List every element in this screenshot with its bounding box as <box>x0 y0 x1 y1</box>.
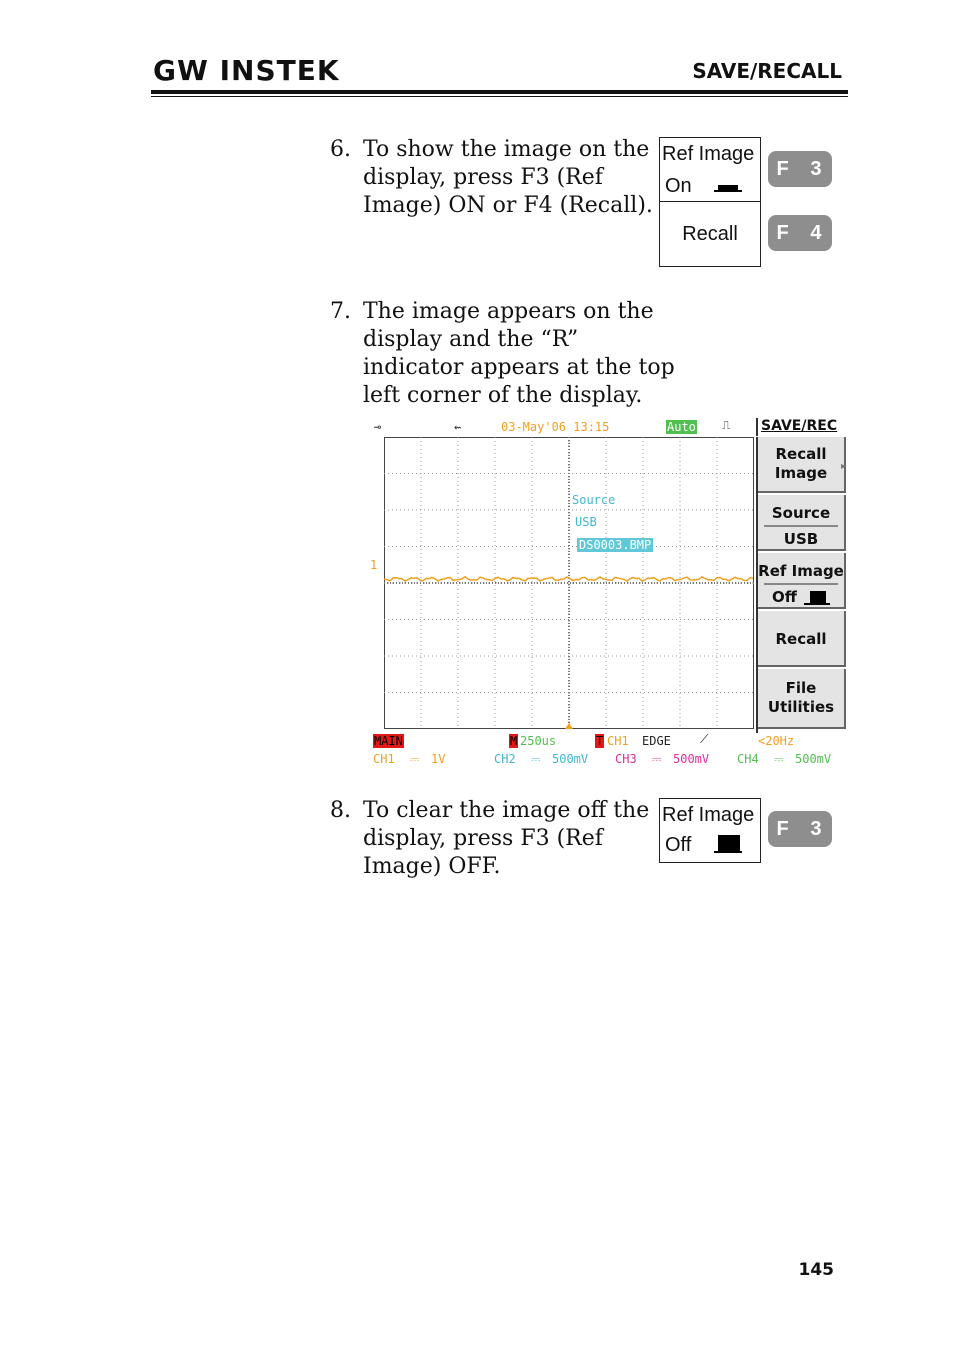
menu-label: Source <box>771 504 831 522</box>
gw-instek-logo: GW INSTEK <box>153 54 340 87</box>
header-rule-thin <box>151 96 848 97</box>
file-utilities-button[interactable] <box>758 669 846 729</box>
dc-icon: ⎓ <box>774 752 784 766</box>
menu-label: Utilities <box>767 698 835 716</box>
softkey-panel-on <box>659 137 761 267</box>
menu-value: Off <box>772 588 797 606</box>
step-text <box>363 298 675 410</box>
step-line: Image) OFF. <box>363 854 501 879</box>
section-title: SAVE/RECALL <box>692 59 842 83</box>
step-line: display, press F3 (Ref <box>363 826 603 851</box>
softkey-panel-off <box>659 798 761 863</box>
f3-key[interactable]: F 3 <box>768 151 832 187</box>
page-number: 145 <box>798 1260 834 1280</box>
main-label: MAIN <box>374 734 403 748</box>
ref-image-state: On <box>665 175 692 197</box>
step-line: To clear the image off the <box>363 798 650 823</box>
ch4-scale: 500mV <box>795 752 832 766</box>
dc-icon: ⎓ <box>531 752 541 766</box>
step-text <box>363 797 649 881</box>
ch2-label: CH2 <box>494 752 516 766</box>
dc-icon: ⎓ <box>652 752 662 766</box>
overlay-usb: USB <box>575 515 597 529</box>
menu-label: File <box>785 679 817 697</box>
recall-button[interactable]: Recall <box>758 611 846 667</box>
rising-edge-icon: ⟋ <box>700 732 709 746</box>
menu-value: USB <box>764 525 838 551</box>
usb-icon: ⇜ <box>454 420 462 434</box>
ch1-scale: 1V <box>431 752 446 766</box>
menu-label: Image <box>774 464 828 482</box>
menu-label: Ref Image <box>758 562 844 580</box>
header-rule-thick <box>151 90 848 94</box>
oscilloscope-screen <box>368 418 846 770</box>
m-badge: M <box>510 734 518 748</box>
step-line: display, press F3 (Ref <box>363 165 603 190</box>
ch3-scale: 500mV <box>673 752 710 766</box>
ref-image-label: Ref Image <box>662 804 755 826</box>
trigger-position-marker <box>565 723 573 729</box>
overlay-filename: DS0003.BMP <box>579 538 652 552</box>
ch1-label: CH1 <box>373 752 395 766</box>
menu-title: SAVE/REC <box>756 418 846 436</box>
ch4-label: CH4 <box>737 752 759 766</box>
menu-value-row <box>764 583 838 609</box>
source-button[interactable] <box>758 495 846 551</box>
step-number: 8. <box>330 798 351 823</box>
step-line: To show the image on the <box>363 137 650 162</box>
dc-icon: ⎓ <box>410 752 420 766</box>
step-number: 6. <box>330 137 351 162</box>
trigger-type: EDGE <box>642 734 671 748</box>
acquire-mode: Auto <box>667 420 696 434</box>
divider <box>660 201 760 202</box>
step-line: display and the “R” <box>363 327 579 352</box>
f4-key[interactable]: F 4 <box>768 215 832 251</box>
side-menu <box>756 437 848 733</box>
arrow-right-icon: ▸ <box>840 461 846 472</box>
waveform-off-icon <box>804 591 830 605</box>
recall-image-button[interactable] <box>758 437 846 493</box>
waveform-on-icon <box>714 184 742 192</box>
ref-image-label: Ref Image <box>662 143 755 165</box>
ch3-label: CH3 <box>615 752 637 766</box>
overlay-source: Source <box>572 493 616 507</box>
graticule <box>384 437 754 729</box>
f3-key[interactable]: F 3 <box>768 811 832 847</box>
waveform-off-icon <box>714 835 742 853</box>
trigger-icon: ⊸ <box>374 420 382 434</box>
pulse-icon: ⎍ <box>722 418 731 432</box>
recall-label: Recall <box>682 223 738 245</box>
ref-image-button[interactable] <box>758 553 846 609</box>
ref-image-state: Off <box>665 834 692 856</box>
step-line: left corner of the display. <box>363 383 643 408</box>
step-text <box>363 136 653 220</box>
waveform-grid <box>384 437 754 729</box>
t-badge: T <box>596 734 604 748</box>
trigger-source: CH1 <box>607 734 629 748</box>
timebase: 250us <box>520 734 557 748</box>
step-line: indicator appears at the top <box>363 355 675 380</box>
step-number: 7. <box>330 299 351 324</box>
ch2-scale: 500mV <box>552 752 589 766</box>
step-line: The image appears on the <box>363 299 654 324</box>
ch1-marker: 1 <box>370 558 378 572</box>
step-line: Image) ON or F4 (Recall). <box>363 193 653 218</box>
date-time: 03-May'06 13:15 <box>501 420 610 434</box>
trigger-frequency: <20Hz <box>758 734 795 748</box>
menu-label: Recall <box>775 445 827 463</box>
